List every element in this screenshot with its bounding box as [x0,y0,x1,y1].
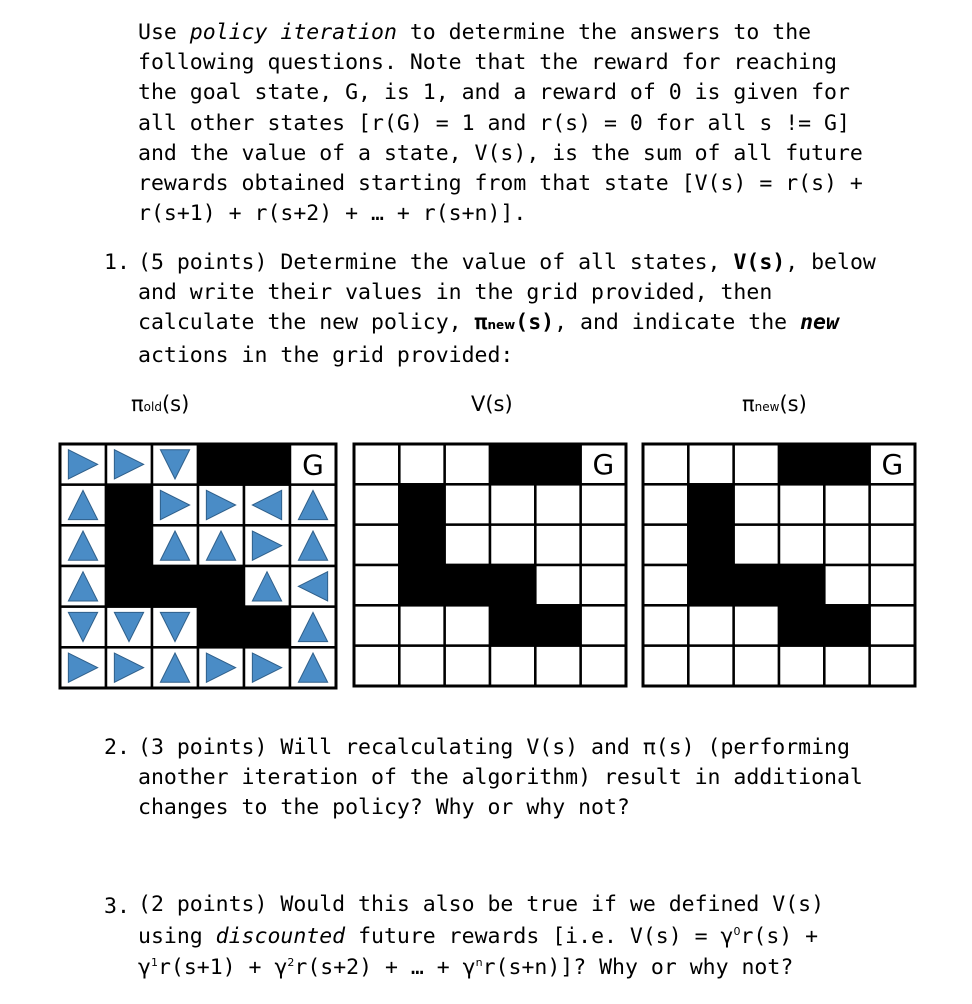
grid-cell [445,484,490,524]
wall-cell [490,605,535,645]
goal-label: G [592,448,615,482]
wall-cell [535,605,580,645]
grid-cell [779,484,824,524]
text-line: Use policy iteration to determine the answers to the [138,20,812,45]
goal-label: G [881,448,904,482]
grid-cell [490,484,535,524]
grid-cell [643,484,688,524]
question-2-number: 2. [104,735,130,760]
grid-cell [870,605,915,645]
grid-cell [734,605,779,645]
text-line: calculate the new policy, πnew(s), and indicate the new [138,310,839,336]
grid-cell [581,565,626,605]
grid-cell [581,605,626,645]
grid-cell [399,444,444,484]
wall-cell [399,484,444,524]
text-line: all other states [r(G) = 1 and r(s) = 0 for all s != G] [138,110,850,136]
question-3-text [138,892,824,982]
grid-cell [734,525,779,565]
wall-cell [688,484,733,524]
value-label: V(s) [471,392,513,416]
wall-cell [688,565,733,605]
wall-cell [106,485,152,526]
grid-cell [354,605,399,645]
grid-cell [581,646,626,686]
wall-cell [198,607,244,648]
grid-cell [870,646,915,686]
new-policy-label: πnew(s) [742,392,807,416]
grid-cell [581,484,626,524]
grid-cell [824,646,869,686]
question-2-text [138,733,863,824]
wall-cell [824,444,869,484]
grid-cell [688,444,733,484]
grid-cell [643,605,688,645]
question-3-number: 3. [104,894,130,919]
grid-cell [354,444,399,484]
text-line: and the value of a state, V(s), is the sum of all future [138,140,863,166]
text-line: and write their values in the grid provided, then [138,280,773,306]
grid-cell [535,565,580,605]
text-line: rewards obtained starting from that state [V(s) = r(s) + [138,171,863,197]
old-policy-grid [58,442,338,690]
grid-cell [490,525,535,565]
grid-cell [870,565,915,605]
wall-cell [244,444,290,485]
text-line: the goal state, G, is 1, and a reward of 0 is given for [138,80,850,106]
question-1-number: 1. [104,250,130,275]
grid-cell [870,525,915,565]
grid-cell [354,646,399,686]
wall-cell [445,565,490,605]
grid-cell [535,484,580,524]
old-policy-label: πold(s) [131,392,190,416]
grid-cell [643,525,688,565]
grid-cell [354,525,399,565]
value-grid[interactable] [352,442,628,688]
text-line: using discounted future rewards [i.e. $V(s) = \gamma^0r(s)$ + [138,923,819,949]
wall-cell [152,566,198,607]
grid-cell [399,605,444,645]
grid-cell [824,484,869,524]
text-line: (3 points) Will recalculating V(s) and π(s) (performing [138,735,850,760]
grid-cell [490,646,535,686]
wall-cell [535,444,580,484]
wall-cell [779,565,824,605]
wall-cell [779,444,824,484]
text-line: (5 points) Determine the value of all states, V(s), below [138,250,876,275]
text-line: r(s+1) + r(s+2) + … + r(s+n)]. [138,201,527,227]
goal-label: G [302,448,324,482]
wall-cell [734,565,779,605]
grid-cell [535,646,580,686]
grid-cell [445,444,490,484]
grid-cell [688,605,733,645]
grid-cell [581,525,626,565]
wall-cell [106,525,152,566]
text-line: another iteration of the algorithm) result in additional [138,765,863,791]
grid-cell [688,646,733,686]
wall-cell [490,444,535,484]
grid-cell [399,646,444,686]
text-line: changes to the policy? Why or why not? [138,795,630,821]
grid-cell [445,646,490,686]
grid-cell [643,646,688,686]
grid-cell [870,484,915,524]
new-policy-grid[interactable] [641,442,917,688]
grid-cell [354,565,399,605]
grid-cell [643,565,688,605]
wall-cell [244,607,290,648]
grid-cell [535,525,580,565]
wall-cell [399,565,444,605]
question-1-text [138,248,876,371]
intro-paragraph [138,18,938,229]
grid-cell [779,525,824,565]
wall-cell [824,605,869,645]
grid-cell [824,525,869,565]
text-line: following questions. Note that the reward for reaching [138,50,837,76]
wall-cell [198,566,244,607]
wall-cell [399,525,444,565]
grid-cell [734,484,779,524]
grid-cell [643,444,688,484]
text-line: $\gamma^1r(s+1) + \gamma^2r(s+2)$ + … + $\gamma^nr(s+n)$]? Why or why not? [138,955,794,981]
grid-cell [354,484,399,524]
grid-cell [824,565,869,605]
wall-cell [779,605,824,645]
grid-cell [734,646,779,686]
wall-cell [198,444,244,485]
text-line: actions in the grid provided: [138,342,514,368]
grid-cell [734,444,779,484]
wall-cell [106,566,152,607]
grid-cell [445,525,490,565]
text-line: (2 points) Would this also be true if we defined V(s) [138,892,825,917]
wall-cell [490,565,535,605]
grid-cell [779,646,824,686]
grid-cell [445,605,490,645]
wall-cell [688,525,733,565]
